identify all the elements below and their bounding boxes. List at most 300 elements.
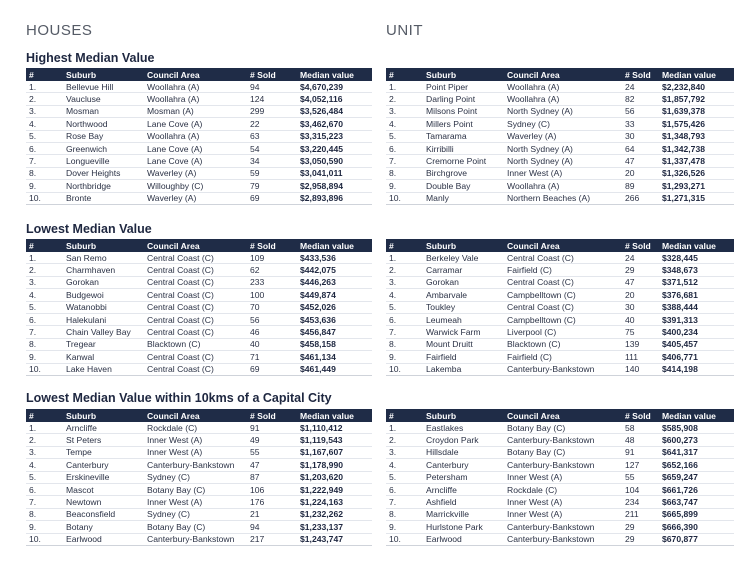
cell-council: Woollahra (A) <box>504 93 622 105</box>
table-row <box>26 81 372 93</box>
cell-median: $2,958,894 <box>297 180 372 192</box>
cell-council: Central Coast (C) <box>144 276 247 288</box>
table-row <box>386 446 734 458</box>
cell-suburb: Lake Haven <box>63 363 144 375</box>
cell-median: $3,315,223 <box>297 130 372 142</box>
cell-num: 5. <box>386 130 423 142</box>
table-row <box>386 313 734 325</box>
cell-num: 3. <box>26 105 63 117</box>
section-title-highest: Highest Median Value <box>26 51 155 65</box>
table-row <box>386 471 734 483</box>
column-header-sold: # Sold <box>247 239 297 252</box>
cell-sold: 24 <box>622 81 659 93</box>
cell-sold: 47 <box>622 155 659 167</box>
cell-sold: 49 <box>247 434 297 446</box>
cell-suburb: Vaucluse <box>63 93 144 105</box>
column-header-suburb: Suburb <box>63 409 144 422</box>
cell-num: 2. <box>386 434 423 446</box>
column-header-sold: # Sold <box>247 68 297 81</box>
column-header-num: # <box>26 409 63 422</box>
cell-suburb: Bronte <box>63 192 144 204</box>
cell-median: $376,681 <box>659 289 734 301</box>
cell-suburb: Mosman <box>63 105 144 117</box>
cell-council: Central Coast (C) <box>144 313 247 325</box>
cell-median: $663,747 <box>659 496 734 508</box>
table-header-row <box>26 68 372 81</box>
cell-median: $458,158 <box>297 338 372 350</box>
cell-council: Willoughby (C) <box>144 180 247 192</box>
cell-sold: 100 <box>247 289 297 301</box>
column-header-council: Council Area <box>144 68 247 81</box>
cell-sold: 29 <box>622 264 659 276</box>
table-row <box>386 508 734 520</box>
cell-sold: 127 <box>622 459 659 471</box>
cell-num: 7. <box>26 326 63 338</box>
table-row <box>26 301 372 313</box>
cell-median: $3,526,484 <box>297 105 372 117</box>
cell-num: 8. <box>386 167 423 179</box>
cell-suburb: Northwood <box>63 118 144 130</box>
cell-num: 1. <box>26 81 63 93</box>
cell-num: 9. <box>386 521 423 533</box>
column-header-median: Median value <box>659 68 734 81</box>
cell-suburb: Lakemba <box>423 363 504 375</box>
cell-median: $1,232,262 <box>297 508 372 520</box>
cell-median: $452,026 <box>297 301 372 313</box>
cell-suburb: Petersham <box>423 471 504 483</box>
table-row <box>26 142 372 154</box>
cell-council: Sydney (C) <box>144 508 247 520</box>
cell-suburb: Ambarvale <box>423 289 504 301</box>
cell-council: Central Coast (C) <box>144 252 247 264</box>
cell-sold: 55 <box>622 471 659 483</box>
cell-council: Central Coast (C) <box>504 301 622 313</box>
cell-sold: 62 <box>247 264 297 276</box>
cell-sold: 91 <box>622 446 659 458</box>
cell-council: Central Coast (C) <box>144 289 247 301</box>
cell-median: $1,233,137 <box>297 521 372 533</box>
cell-suburb: Halekulani <box>63 313 144 325</box>
column-header-suburb: Suburb <box>423 68 504 81</box>
cell-sold: 87 <box>247 471 297 483</box>
table-row <box>386 459 734 471</box>
table-row <box>26 351 372 363</box>
cell-suburb: Budgewoi <box>63 289 144 301</box>
column-header-median: Median value <box>659 239 734 252</box>
cell-sold: 30 <box>622 301 659 313</box>
cell-num: 2. <box>26 264 63 276</box>
table-row <box>386 93 734 105</box>
section-0-units-table <box>386 68 734 205</box>
cell-num: 7. <box>26 155 63 167</box>
cell-num: 9. <box>386 351 423 363</box>
cell-council: Inner West (A) <box>504 496 622 508</box>
cell-num: 1. <box>26 252 63 264</box>
cell-median: $1,337,478 <box>659 155 734 167</box>
column-header-council: Council Area <box>504 239 622 252</box>
cell-sold: 47 <box>247 459 297 471</box>
cell-num: 4. <box>386 289 423 301</box>
cell-num: 3. <box>26 276 63 288</box>
table-row <box>26 446 372 458</box>
table-row <box>386 81 734 93</box>
cell-num: 10. <box>26 533 63 545</box>
column-header-council: Council Area <box>504 68 622 81</box>
section-0-houses-table <box>26 68 372 205</box>
cell-sold: 47 <box>622 276 659 288</box>
cell-median: $659,247 <box>659 471 734 483</box>
cell-sold: 22 <box>247 118 297 130</box>
cell-council: Fairfield (C) <box>504 351 622 363</box>
cell-sold: 75 <box>622 326 659 338</box>
cell-suburb: Kanwal <box>63 351 144 363</box>
cell-suburb: Gorokan <box>423 276 504 288</box>
cell-council: Blacktown (C) <box>504 338 622 350</box>
table-row <box>386 167 734 179</box>
cell-suburb: Mount Druitt <box>423 338 504 350</box>
cell-median: $3,462,670 <box>297 118 372 130</box>
section-title-lowest: Lowest Median Value <box>26 222 152 236</box>
cell-council: Woollahra (A) <box>504 81 622 93</box>
cell-council: Campbelltown (C) <box>504 313 622 325</box>
cell-suburb: Watanobbi <box>63 301 144 313</box>
cell-num: 4. <box>386 118 423 130</box>
table-row <box>386 118 734 130</box>
cell-council: Lane Cove (A) <box>144 118 247 130</box>
cell-suburb: Manly <box>423 192 504 204</box>
cell-sold: 58 <box>622 422 659 434</box>
cell-council: North Sydney (A) <box>504 155 622 167</box>
section-1-units-table <box>386 239 734 376</box>
cell-median: $414,198 <box>659 363 734 375</box>
cell-num: 6. <box>26 142 63 154</box>
cell-num: 2. <box>386 93 423 105</box>
table-row <box>386 192 734 204</box>
cell-num: 6. <box>26 313 63 325</box>
column-header-num: # <box>386 239 423 252</box>
cell-council: Waverley (A) <box>504 130 622 142</box>
table-row <box>26 508 372 520</box>
table-row <box>26 313 372 325</box>
cell-sold: 29 <box>622 521 659 533</box>
cell-num: 8. <box>26 167 63 179</box>
table-row <box>386 326 734 338</box>
cell-suburb: Longueville <box>63 155 144 167</box>
cell-council: Canterbury-Bankstown <box>504 533 622 545</box>
cell-sold: 233 <box>247 276 297 288</box>
column-header-sold: # Sold <box>622 409 659 422</box>
cell-council: Botany Bay (C) <box>144 521 247 533</box>
cell-median: $405,457 <box>659 338 734 350</box>
cell-median: $1,222,949 <box>297 483 372 495</box>
cell-suburb: Dover Heights <box>63 167 144 179</box>
cell-sold: 59 <box>247 167 297 179</box>
cell-council: Central Coast (C) <box>144 351 247 363</box>
column-header-sold: # Sold <box>622 68 659 81</box>
cell-council: Inner West (A) <box>504 167 622 179</box>
cell-suburb: Canterbury <box>423 459 504 471</box>
cell-council: Central Coast (C) <box>504 276 622 288</box>
cell-num: 8. <box>386 338 423 350</box>
table-row <box>26 264 372 276</box>
table-row <box>26 483 372 495</box>
cell-median: $670,877 <box>659 533 734 545</box>
cell-median: $461,134 <box>297 351 372 363</box>
cell-median: $1,857,792 <box>659 93 734 105</box>
column-header-num: # <box>26 68 63 81</box>
cell-suburb: Berkeley Vale <box>423 252 504 264</box>
cell-median: $2,232,840 <box>659 81 734 93</box>
cell-num: 3. <box>26 446 63 458</box>
cell-median: $1,167,607 <box>297 446 372 458</box>
cell-sold: 109 <box>247 252 297 264</box>
cell-sold: 106 <box>247 483 297 495</box>
cell-council: Central Coast (C) <box>144 326 247 338</box>
cell-num: 4. <box>26 118 63 130</box>
cell-suburb: Darling Point <box>423 93 504 105</box>
cell-num: 10. <box>386 533 423 545</box>
cell-num: 8. <box>386 508 423 520</box>
cell-sold: 124 <box>247 93 297 105</box>
cell-sold: 94 <box>247 521 297 533</box>
cell-council: Blacktown (C) <box>144 338 247 350</box>
table-row <box>26 155 372 167</box>
cell-suburb: Earlwood <box>423 533 504 545</box>
cell-suburb: Hillsdale <box>423 446 504 458</box>
cell-median: $1,224,163 <box>297 496 372 508</box>
cell-sold: 71 <box>247 351 297 363</box>
table-row <box>386 180 734 192</box>
cell-suburb: Rose Bay <box>63 130 144 142</box>
cell-council: Botany Bay (C) <box>144 483 247 495</box>
cell-council: Lane Cove (A) <box>144 155 247 167</box>
table-row <box>386 434 734 446</box>
section-2-houses-table <box>26 409 372 546</box>
cell-num: 10. <box>26 192 63 204</box>
cell-council: Central Coast (C) <box>504 252 622 264</box>
cell-median: $400,234 <box>659 326 734 338</box>
cell-median: $446,263 <box>297 276 372 288</box>
table-row <box>386 483 734 495</box>
cell-sold: 40 <box>247 338 297 350</box>
cell-num: 1. <box>386 81 423 93</box>
cell-sold: 111 <box>622 351 659 363</box>
table-row <box>386 130 734 142</box>
table-header-row <box>386 409 734 422</box>
cell-median: $4,670,239 <box>297 81 372 93</box>
cell-council: Inner West (A) <box>144 434 247 446</box>
cell-num: 2. <box>26 93 63 105</box>
cell-sold: 20 <box>622 167 659 179</box>
table-row <box>26 422 372 434</box>
cell-council: Canterbury-Bankstown <box>504 434 622 446</box>
cell-council: Rockdale (C) <box>504 483 622 495</box>
column-header-suburb: Suburb <box>63 239 144 252</box>
cell-suburb: Croydon Park <box>423 434 504 446</box>
table-row <box>26 363 372 375</box>
cell-sold: 266 <box>622 192 659 204</box>
cell-sold: 21 <box>247 508 297 520</box>
cell-council: North Sydney (A) <box>504 105 622 117</box>
cell-median: $442,075 <box>297 264 372 276</box>
cell-median: $1,639,378 <box>659 105 734 117</box>
cell-suburb: Arncliffe <box>63 422 144 434</box>
cell-council: Inner West (A) <box>504 508 622 520</box>
cell-num: 3. <box>386 276 423 288</box>
cell-suburb: Tamarama <box>423 130 504 142</box>
cell-sold: 82 <box>622 93 659 105</box>
cell-suburb: Mascot <box>63 483 144 495</box>
cell-median: $348,673 <box>659 264 734 276</box>
cell-suburb: Gorokan <box>63 276 144 288</box>
cell-median: $3,041,011 <box>297 167 372 179</box>
cell-suburb: Newtown <box>63 496 144 508</box>
cell-sold: 34 <box>247 155 297 167</box>
cell-median: $1,293,271 <box>659 180 734 192</box>
table-row <box>386 252 734 264</box>
cell-num: 4. <box>26 289 63 301</box>
table-row <box>386 105 734 117</box>
cell-suburb: Kirribilli <box>423 142 504 154</box>
column-header-council: Council Area <box>504 409 622 422</box>
cell-suburb: Eastlakes <box>423 422 504 434</box>
table-row <box>26 521 372 533</box>
cell-council: Woollahra (A) <box>504 180 622 192</box>
table-header-row <box>386 68 734 81</box>
cell-suburb: Milsons Point <box>423 105 504 117</box>
table-row <box>386 301 734 313</box>
cell-suburb: Warwick Farm <box>423 326 504 338</box>
cell-sold: 29 <box>622 533 659 545</box>
cell-sold: 104 <box>622 483 659 495</box>
table-row <box>26 252 372 264</box>
table-row <box>26 338 372 350</box>
cell-suburb: Tempe <box>63 446 144 458</box>
cell-sold: 234 <box>622 496 659 508</box>
cell-council: Campbelltown (C) <box>504 289 622 301</box>
cell-median: $1,342,738 <box>659 142 734 154</box>
column-header-median: Median value <box>659 409 734 422</box>
cell-num: 4. <box>386 459 423 471</box>
cell-num: 7. <box>386 326 423 338</box>
cell-median: $1,271,315 <box>659 192 734 204</box>
cell-median: $666,390 <box>659 521 734 533</box>
section-2-units-table <box>386 409 734 546</box>
cell-median: $661,726 <box>659 483 734 495</box>
table-row <box>26 105 372 117</box>
column-header-suburb: Suburb <box>63 68 144 81</box>
cell-num: 2. <box>386 264 423 276</box>
cell-council: Woollahra (A) <box>144 93 247 105</box>
cell-suburb: Chain Valley Bay <box>63 326 144 338</box>
cell-median: $585,908 <box>659 422 734 434</box>
cell-suburb: Arncliffe <box>423 483 504 495</box>
cell-suburb: Beaconsfield <box>63 508 144 520</box>
cell-suburb: Canterbury <box>63 459 144 471</box>
table-row <box>386 363 734 375</box>
cell-sold: 55 <box>247 446 297 458</box>
cell-num: 5. <box>26 130 63 142</box>
cell-council: Canterbury-Bankstown <box>144 533 247 545</box>
cell-sold: 63 <box>247 130 297 142</box>
table-row <box>386 155 734 167</box>
table-row <box>26 434 372 446</box>
cell-suburb: Northbridge <box>63 180 144 192</box>
table-row <box>26 167 372 179</box>
table-row <box>386 142 734 154</box>
cell-median: $3,220,445 <box>297 142 372 154</box>
cell-suburb: Charmhaven <box>63 264 144 276</box>
cell-suburb: Earlwood <box>63 533 144 545</box>
cell-median: $1,575,426 <box>659 118 734 130</box>
cell-council: Waverley (A) <box>144 167 247 179</box>
cell-num: 8. <box>26 338 63 350</box>
cell-num: 4. <box>26 459 63 471</box>
cell-council: Canterbury-Bankstown <box>504 459 622 471</box>
cell-sold: 94 <box>247 81 297 93</box>
cell-median: $652,166 <box>659 459 734 471</box>
cell-sold: 89 <box>622 180 659 192</box>
cell-median: $600,273 <box>659 434 734 446</box>
cell-sold: 30 <box>622 130 659 142</box>
cell-sold: 69 <box>247 192 297 204</box>
table-row <box>386 289 734 301</box>
cell-num: 9. <box>386 180 423 192</box>
column-header-sold: # Sold <box>622 239 659 252</box>
cell-num: 5. <box>386 301 423 313</box>
table-row <box>386 276 734 288</box>
table-row <box>386 521 734 533</box>
cell-median: $391,313 <box>659 313 734 325</box>
cell-council: Mosman (A) <box>144 105 247 117</box>
cell-council: Inner West (A) <box>504 471 622 483</box>
cell-suburb: Erskineville <box>63 471 144 483</box>
cell-suburb: Ashfield <box>423 496 504 508</box>
cell-sold: 176 <box>247 496 297 508</box>
cell-num: 5. <box>26 471 63 483</box>
cell-num: 10. <box>386 192 423 204</box>
cell-median: $449,874 <box>297 289 372 301</box>
cell-sold: 40 <box>622 313 659 325</box>
cell-num: 9. <box>26 180 63 192</box>
cell-median: $1,178,990 <box>297 459 372 471</box>
cell-council: Sydney (C) <box>504 118 622 130</box>
table-row <box>26 130 372 142</box>
cell-council: Central Coast (C) <box>144 264 247 276</box>
cell-sold: 299 <box>247 105 297 117</box>
cell-suburb: Fairfield <box>423 351 504 363</box>
cell-council: Sydney (C) <box>144 471 247 483</box>
cell-median: $1,110,412 <box>297 422 372 434</box>
cell-median: $1,203,620 <box>297 471 372 483</box>
cell-num: 6. <box>386 142 423 154</box>
cell-sold: 54 <box>247 142 297 154</box>
cell-num: 7. <box>386 496 423 508</box>
table-row <box>386 533 734 545</box>
table-row <box>26 459 372 471</box>
cell-median: $4,052,116 <box>297 93 372 105</box>
cell-council: Central Coast (C) <box>144 363 247 375</box>
column-header-num: # <box>26 239 63 252</box>
cell-median: $461,449 <box>297 363 372 375</box>
cell-council: Waverley (A) <box>144 192 247 204</box>
cell-sold: 20 <box>622 289 659 301</box>
cell-sold: 217 <box>247 533 297 545</box>
cell-median: $641,317 <box>659 446 734 458</box>
cell-median: $388,444 <box>659 301 734 313</box>
cell-num: 10. <box>26 363 63 375</box>
cell-sold: 33 <box>622 118 659 130</box>
